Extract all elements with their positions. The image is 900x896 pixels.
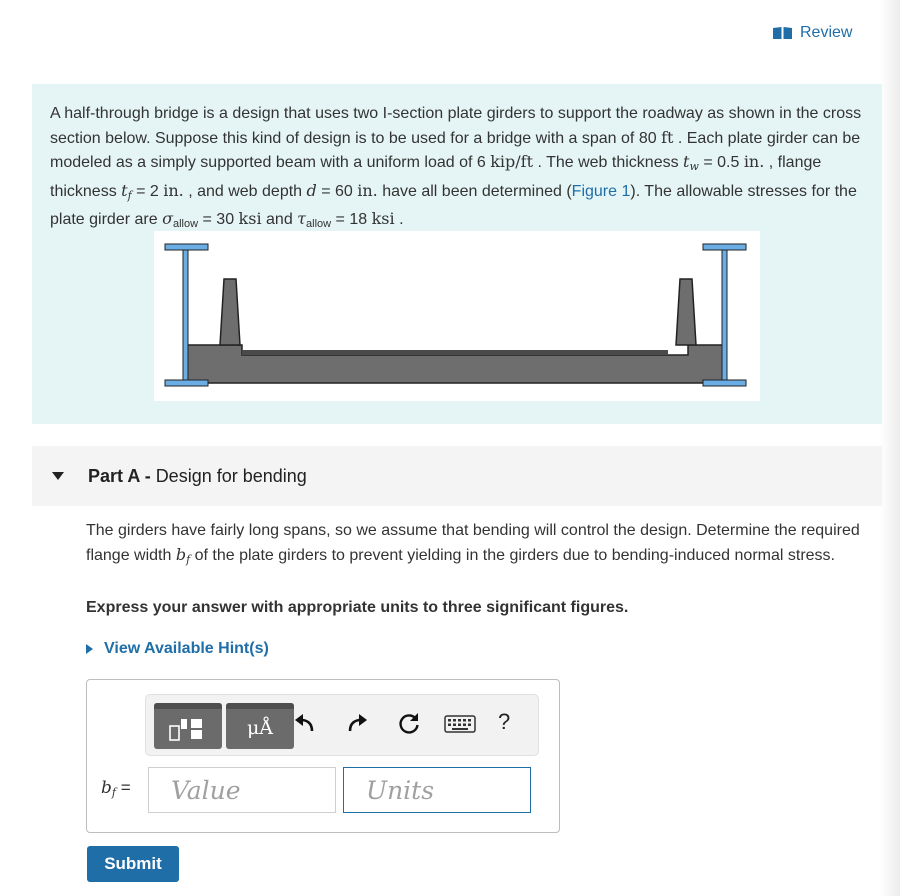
undo-icon[interactable] bbox=[292, 711, 318, 737]
help-button[interactable]: ? bbox=[498, 709, 511, 734]
road-surface bbox=[242, 350, 668, 355]
sigma-unit: ksi bbox=[238, 209, 262, 228]
tf-subscript: f bbox=[127, 188, 132, 202]
bf-symbol: b bbox=[175, 545, 187, 564]
d-unit: in. bbox=[357, 180, 378, 200]
question-text bbox=[86, 519, 866, 572]
sigma-subscript: allow bbox=[172, 218, 199, 230]
part-a-header[interactable] bbox=[32, 446, 882, 506]
templates-button[interactable] bbox=[154, 703, 222, 749]
problem-text-part: , flange thickness bbox=[50, 154, 822, 200]
part-label: Part A bbox=[88, 465, 140, 486]
d-symbol: d bbox=[306, 180, 317, 200]
units-input[interactable] bbox=[343, 767, 531, 813]
bridge-diagram bbox=[154, 231, 760, 401]
problem-text-part: have all been determined ( bbox=[377, 182, 572, 200]
value-input[interactable] bbox=[148, 767, 336, 813]
tau-symbol: τ bbox=[297, 209, 307, 228]
problem-text-part: . bbox=[394, 211, 404, 228]
problem-text-part: and bbox=[261, 211, 298, 228]
part-subtitle: Design for bending bbox=[155, 465, 307, 486]
bf-subscript: f bbox=[186, 553, 191, 566]
units-button[interactable] bbox=[226, 703, 294, 749]
book-icon bbox=[772, 26, 793, 40]
problem-text-part: ). The allowable stresses for the plate girder are bbox=[50, 182, 857, 228]
problem-text-part: A half-through bridge is a design that uses two I-section plate girders to support the roadway as shown in the cross section below. Suppose this kind of design is to be used for a bridge with a span of 80 bbox=[50, 105, 862, 147]
sigma-value: = 30 bbox=[198, 211, 239, 228]
answer-variable-label bbox=[101, 778, 131, 799]
d-value: = 60 bbox=[316, 182, 358, 200]
units-symbol: μÅ bbox=[246, 717, 274, 739]
part-separator: - bbox=[139, 465, 156, 486]
templates-icon bbox=[169, 717, 209, 741]
problem-text-part: , and web depth bbox=[183, 182, 307, 200]
right-edge-shade bbox=[880, 0, 900, 896]
review-label: Review bbox=[800, 24, 853, 41]
review-link[interactable] bbox=[772, 24, 852, 42]
problem-text bbox=[50, 102, 864, 237]
hints-label: View Available Hint(s) bbox=[104, 640, 269, 657]
left-curb bbox=[220, 279, 240, 345]
question-text-part: of the plate girders to prevent yielding in the girders due to bending-induced normal stress. bbox=[190, 547, 835, 564]
answer-var-subscript: f bbox=[111, 786, 116, 799]
span-unit: ft bbox=[661, 127, 674, 147]
tau-subscript: allow bbox=[306, 218, 332, 230]
question-text-part: The girders have fairly long spans, so we assume that bending will control the design. Determine the required flange width bbox=[86, 522, 860, 564]
tw-symbol: t bbox=[683, 152, 690, 171]
problem-text-part: . The web thickness bbox=[533, 154, 684, 171]
tw-subscript: w bbox=[689, 160, 699, 173]
load-unit: kip/ft bbox=[490, 152, 534, 171]
submit-button[interactable]: Submit bbox=[87, 846, 179, 882]
part-a-title bbox=[88, 466, 307, 487]
answer-instruction: Express your answer with appropriate units to three significant figures. bbox=[86, 599, 629, 616]
answer-box bbox=[86, 679, 560, 833]
keyboard-icon[interactable] bbox=[444, 713, 476, 735]
tw-value: = 0.5 bbox=[698, 154, 744, 171]
tf-unit: in. bbox=[163, 180, 184, 200]
view-hints-link[interactable] bbox=[86, 640, 269, 658]
bridge-cross-section-figure[interactable] bbox=[154, 231, 760, 401]
reset-icon[interactable] bbox=[396, 711, 422, 737]
expand-caret-icon bbox=[86, 644, 93, 654]
problem-statement bbox=[32, 84, 882, 424]
right-curb bbox=[676, 279, 696, 345]
tf-symbol: t bbox=[121, 180, 128, 200]
tw-unit: in. bbox=[743, 152, 765, 171]
tau-value: = 18 bbox=[331, 211, 372, 228]
answer-equals: = bbox=[115, 778, 131, 797]
redo-icon[interactable] bbox=[344, 711, 370, 737]
answer-var-symbol: b bbox=[101, 778, 112, 798]
collapse-caret-icon[interactable] bbox=[52, 472, 64, 480]
figure-1-link[interactable]: Figure 1 bbox=[571, 182, 631, 200]
problem-text-part: . Each plate girder can be modeled as a simply supported beam with a uniform load of 6 bbox=[50, 129, 861, 171]
tau-unit: ksi bbox=[371, 209, 395, 228]
sigma-symbol: σ bbox=[162, 209, 173, 228]
math-toolbar bbox=[145, 694, 539, 756]
tf-value: = 2 bbox=[131, 182, 164, 200]
